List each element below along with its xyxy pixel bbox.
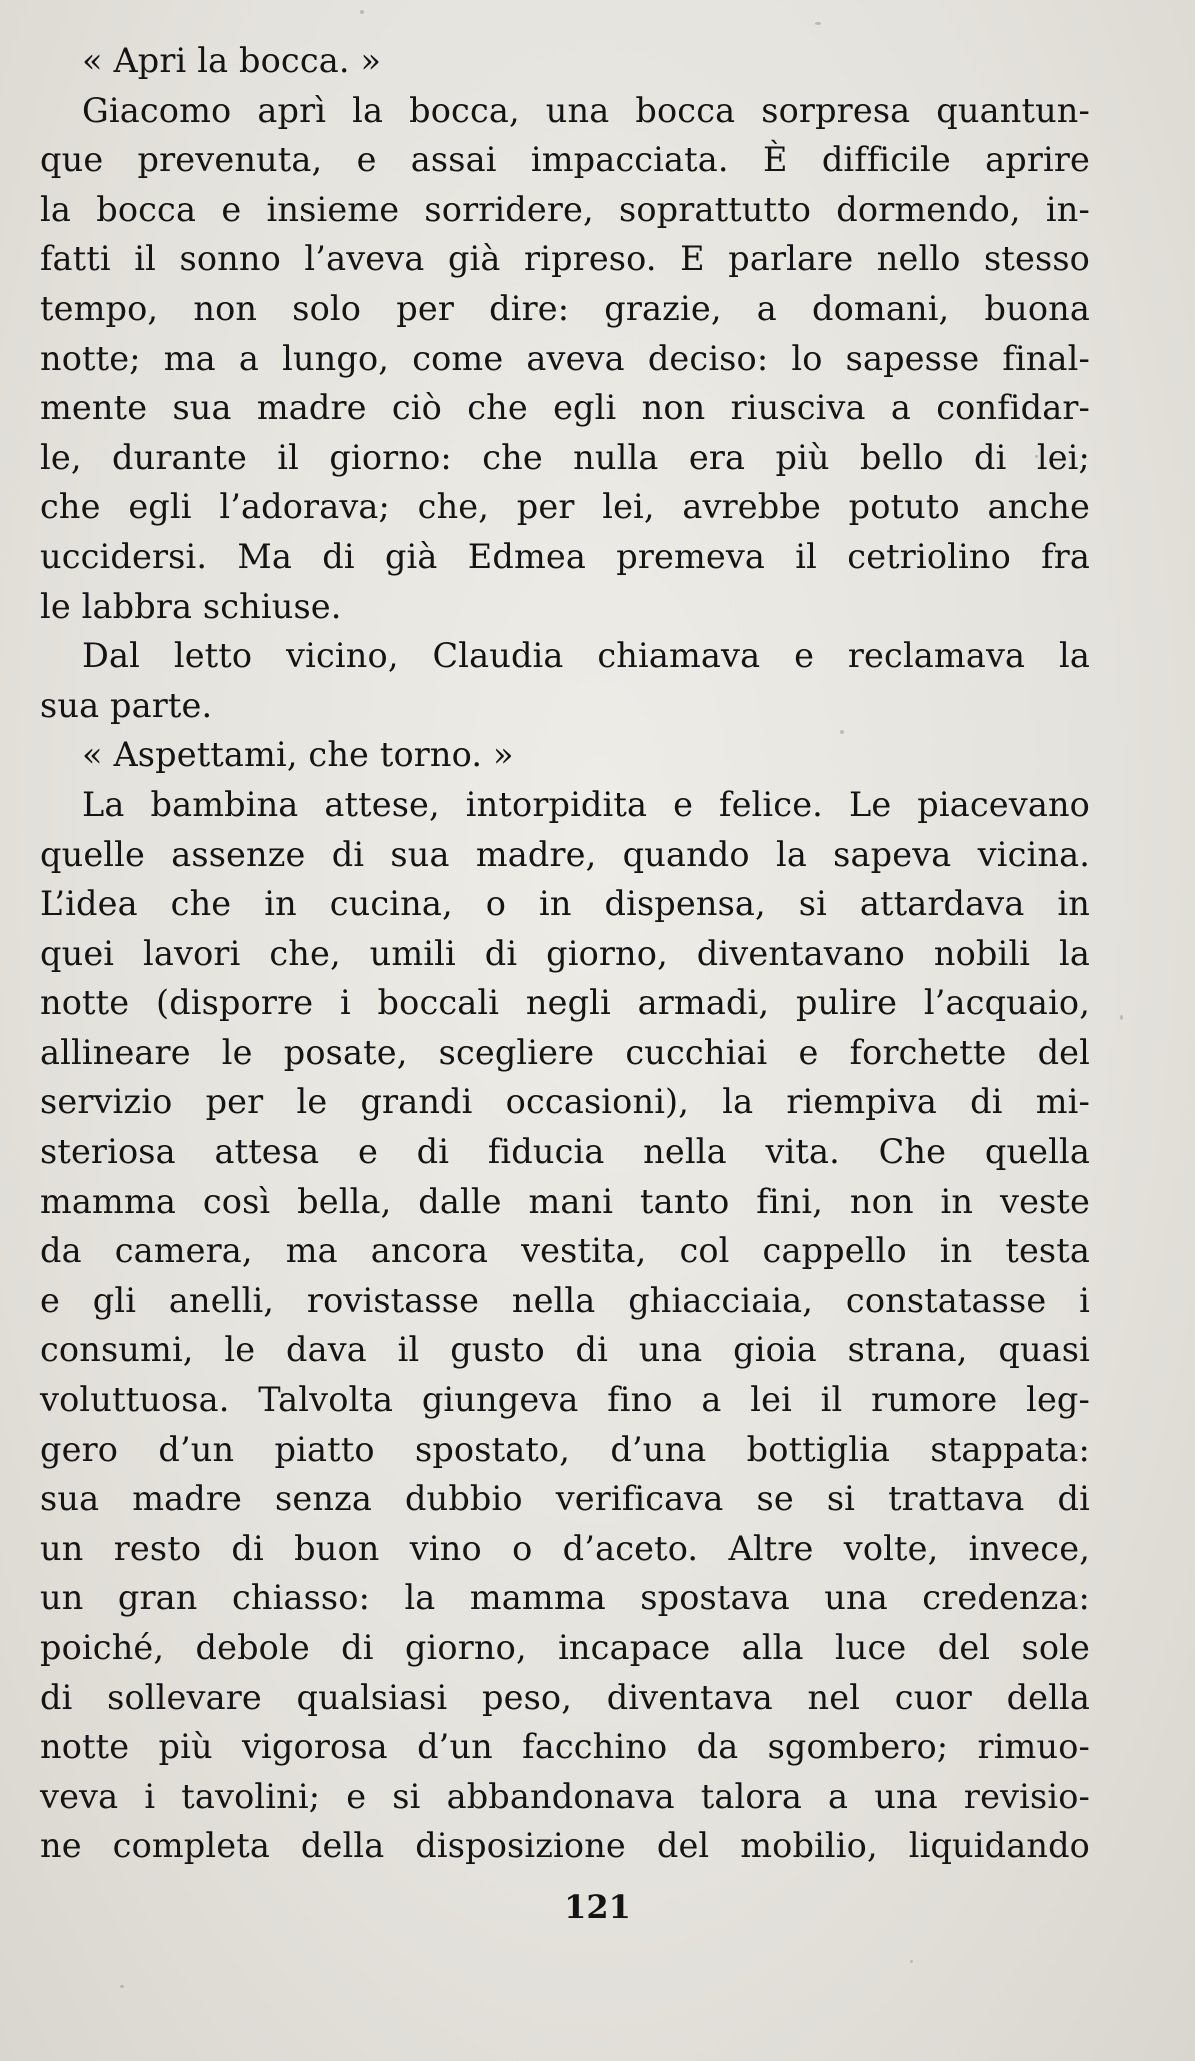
page-number: 121 bbox=[564, 1888, 631, 1926]
text-line: notte; ma a lungo, come aveva deciso: lo sapesse final- bbox=[40, 338, 1090, 378]
paper-speck bbox=[910, 1960, 913, 1963]
text-line: veva i tavolini; e si abbandonava talora a una revisio- bbox=[40, 1776, 1090, 1816]
text-line: notte (disporre i boccali negli armadi, pulire l’acquaio, bbox=[40, 983, 1090, 1023]
text-line: uccidersi. Ma di già Edmea premeva il cetriolino fra bbox=[40, 536, 1090, 576]
paper-speck bbox=[1120, 1015, 1123, 1020]
text-line: e gli anelli, rovistasse nella ghiacciaia, constatasse i bbox=[40, 1280, 1090, 1320]
text-line: consumi, le dava il gusto di una gioia strana, quasi bbox=[40, 1330, 1090, 1370]
text-line: quei lavori che, umili di giorno, diventavano nobili la bbox=[40, 933, 1090, 973]
text-line: mamma così bella, dalle mani tanto fini, non in veste bbox=[40, 1181, 1090, 1221]
text-line: fatti il sonno l’aveva già ripreso. E parlare nello stesso bbox=[40, 239, 1090, 279]
text-line: tempo, non solo per dire: grazie, a domani, buona bbox=[40, 288, 1090, 328]
text-line: mente sua madre ciò che egli non riusciva a confidar- bbox=[40, 388, 1090, 428]
text-line: ne completa della disposizione del mobilio, liquidando bbox=[40, 1826, 1090, 1866]
text-line: « Apri la bocca. » bbox=[82, 41, 382, 80]
text-line: la bocca e insieme sorridere, soprattutto dormendo, in- bbox=[40, 189, 1090, 229]
text-line: sua parte. bbox=[40, 685, 213, 725]
paper-speck bbox=[120, 1985, 124, 1988]
text-line: sua madre senza dubbio verificava se si trattava di bbox=[40, 1479, 1090, 1519]
text-line: que prevenuta, e assai impacciata. È difficile aprire bbox=[40, 140, 1090, 180]
text-line: Giacomo aprì la bocca, una bocca sorpresa quantun- bbox=[82, 90, 1090, 130]
text-line: gero d’un piatto spostato, d’una bottiglia stappata: bbox=[40, 1429, 1090, 1469]
text-line: servizio per le grandi occasioni), la riempiva di mi- bbox=[40, 1082, 1090, 1122]
text-line: poiché, debole di giorno, incapace alla luce del sole bbox=[40, 1628, 1090, 1667]
text-line: le, durante il giorno: che nulla era più bello di lei; bbox=[40, 437, 1090, 477]
text-line: un resto di buon vino o d’aceto. Altre volte, invece, bbox=[40, 1528, 1090, 1568]
text-line: un gran chiasso: la mamma spostava una credenza: bbox=[40, 1578, 1090, 1618]
text-line: steriosa attesa e di fiducia nella vita. Che quella bbox=[40, 1132, 1090, 1172]
text-line: notte più vigorosa d’un facchino da sgombero; rimuo- bbox=[40, 1727, 1090, 1767]
text-line: Dal letto vicino, Claudia chiamava e reclamava la bbox=[82, 636, 1090, 676]
text-line: di sollevare qualsiasi peso, diventava nel cuor della bbox=[40, 1677, 1090, 1717]
text-line: da camera, ma ancora vestita, col cappello in testa bbox=[40, 1231, 1090, 1271]
text-line: allineare le posate, scegliere cucchiai e forchette del bbox=[40, 1032, 1090, 1072]
text-line: quelle assenze di sua madre, quando la sapeva vicina. bbox=[40, 834, 1090, 874]
body-text bbox=[40, 36, 1090, 1871]
text-line: L’idea che in cucina, o in dispensa, si attardava in bbox=[40, 884, 1090, 924]
text-line: voluttuosa. Talvolta giungeva fino a lei il rumore leg- bbox=[40, 1380, 1090, 1420]
text-line: che egli l’adorava; che, per lei, avrebbe potuto anche bbox=[40, 487, 1090, 527]
text-line: « Aspettami, che torno. » bbox=[82, 735, 514, 775]
text-line: La bambina attese, intorpidita e felice. Le piacevano bbox=[82, 784, 1090, 824]
paper-speck bbox=[815, 22, 821, 25]
paper-speck bbox=[360, 10, 364, 14]
text-line: le labbra schiuse. bbox=[40, 586, 342, 626]
